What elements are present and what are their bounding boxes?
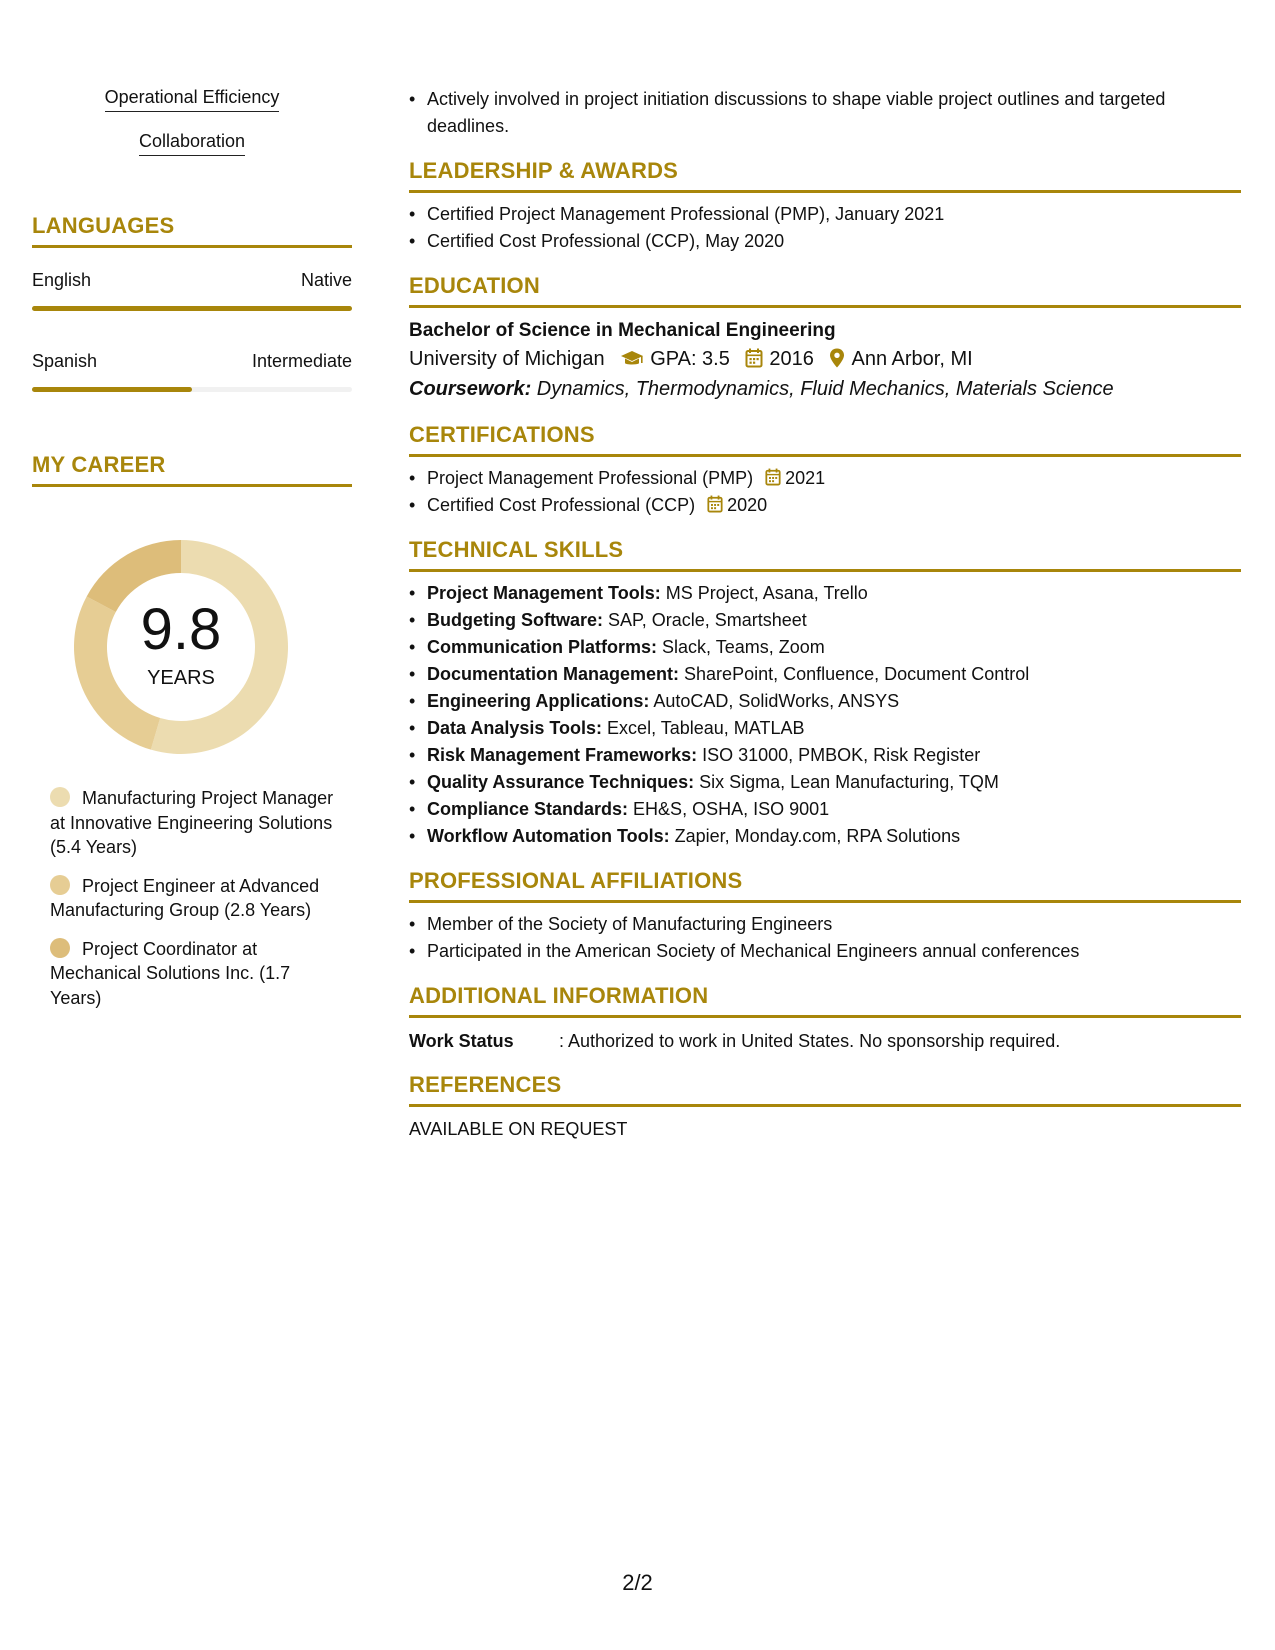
skill-label: Risk Management Frameworks: bbox=[427, 745, 698, 765]
education-coursework bbox=[409, 374, 1241, 404]
right-column bbox=[409, 78, 1241, 1140]
language-name: Spanish bbox=[32, 351, 98, 371]
legend-dot bbox=[50, 875, 70, 895]
affiliation-item: • Participated in the American Society of Mechanical Engineers annual conferences bbox=[427, 938, 1241, 965]
education-school: University of Michigan bbox=[409, 348, 605, 370]
skill-value: EH&S, OSHA, ISO 9001 bbox=[628, 799, 830, 819]
skill-item bbox=[427, 769, 1241, 796]
technical-skills-heading: TECHNICAL SKILLS bbox=[409, 537, 1241, 572]
leadership-list bbox=[409, 201, 1241, 255]
language-proficiency-bar bbox=[32, 387, 352, 392]
skill-item bbox=[427, 742, 1241, 769]
education-year: 2016 bbox=[769, 348, 814, 370]
skills-tag-list bbox=[32, 86, 352, 174]
skill-label: Project Management Tools: bbox=[427, 583, 661, 603]
skill-item bbox=[427, 796, 1241, 823]
work-status-value: : Authorized to work in United States. No sponsorship required. bbox=[559, 1031, 1061, 1051]
skill-value: AutoCAD, SolidWorks, ANSYS bbox=[649, 691, 900, 711]
career-heading: MY CAREER bbox=[32, 452, 352, 487]
skill-item bbox=[427, 661, 1241, 688]
certification-item bbox=[427, 492, 1241, 519]
location-pin-icon bbox=[829, 348, 845, 368]
calendar-icon bbox=[765, 468, 781, 486]
career-section bbox=[32, 452, 352, 1008]
affiliations-list bbox=[409, 911, 1241, 965]
education-details bbox=[409, 344, 1241, 374]
career-legend-item bbox=[50, 786, 340, 860]
skill-item bbox=[427, 634, 1241, 661]
certification-name: Certified Cost Professional (CCP) bbox=[427, 495, 696, 515]
leadership-heading: LEADERSHIP & AWARDS bbox=[409, 158, 1241, 193]
skill-value: SharePoint, Confluence, Document Control bbox=[679, 664, 1030, 684]
certification-year: 2020 bbox=[727, 495, 768, 515]
skill-value: ISO 31000, PMBOK, Risk Register bbox=[697, 745, 981, 765]
career-total-unit: YEARS bbox=[147, 667, 215, 689]
skill-value: Six Sigma, Lean Manufacturing, TQM bbox=[694, 772, 999, 792]
calendar-icon bbox=[745, 348, 763, 368]
education-location: Ann Arbor, MI bbox=[851, 348, 973, 370]
career-donut-chart bbox=[66, 532, 296, 762]
language-name: English bbox=[32, 270, 92, 290]
technical-skills-list bbox=[409, 580, 1241, 850]
affiliations-heading: PROFESSIONAL AFFILIATIONS bbox=[409, 868, 1241, 903]
additional-info-heading: ADDITIONAL INFORMATION bbox=[409, 983, 1241, 1018]
education-heading: EDUCATION bbox=[409, 273, 1241, 308]
experience-bullet: • Actively involved in project initiation discussions to shape viable project outlines and targeted deadlines. bbox=[427, 86, 1241, 140]
skill-label: Quality Assurance Techniques: bbox=[427, 772, 695, 792]
coursework-label: Coursework: bbox=[409, 378, 532, 400]
language-proficiency-fill bbox=[32, 306, 352, 311]
career-legend-item bbox=[50, 874, 340, 923]
skill-label: Engineering Applications: bbox=[427, 691, 650, 711]
experience-bullets bbox=[409, 86, 1241, 140]
skill-label: Data Analysis Tools: bbox=[427, 718, 603, 738]
language-proficiency-bar bbox=[32, 306, 352, 311]
certification-item bbox=[427, 465, 1241, 492]
career-legend-label: Project Coordinator at Mechanical Solutions Inc. (1.7 Years) bbox=[50, 938, 291, 1008]
language-item bbox=[32, 351, 352, 392]
skill-item bbox=[427, 715, 1241, 742]
language-proficiency-fill bbox=[32, 387, 192, 392]
career-legend bbox=[50, 786, 340, 1024]
skill-item bbox=[427, 823, 1241, 850]
skill-value: MS Project, Asana, Trello bbox=[660, 583, 868, 603]
skill-label: Budgeting Software: bbox=[427, 610, 603, 630]
leadership-item: • Certified Project Management Professional (PMP), January 2021 bbox=[427, 201, 1241, 228]
affiliation-item: • Member of the Society of Manufacturing Engineers bbox=[427, 911, 1241, 938]
skill-label: Compliance Standards: bbox=[427, 799, 629, 819]
skill-value: SAP, Oracle, Smartsheet bbox=[603, 610, 807, 630]
skill-tag: Operational Efficiency bbox=[105, 86, 280, 112]
skill-label: Communication Platforms: bbox=[427, 637, 658, 657]
certification-year: 2021 bbox=[785, 468, 826, 488]
language-item bbox=[32, 270, 352, 311]
graduation-cap-icon bbox=[620, 350, 644, 368]
certifications-heading: CERTIFICATIONS bbox=[409, 422, 1241, 457]
skill-item bbox=[427, 688, 1241, 715]
languages-section bbox=[32, 213, 352, 392]
languages-heading: LANGUAGES bbox=[32, 213, 352, 248]
skill-item bbox=[427, 580, 1241, 607]
language-level: Intermediate bbox=[251, 351, 352, 371]
skill-value: Excel, Tableau, MATLAB bbox=[602, 718, 805, 738]
skill-label: Documentation Management: bbox=[427, 664, 680, 684]
skill-value: Zapier, Monday.com, RPA Solutions bbox=[669, 826, 961, 846]
leadership-item: • Certified Cost Professional (CCP), May 2020 bbox=[427, 228, 1241, 255]
language-level: Native bbox=[300, 270, 352, 290]
coursework-list: Dynamics, Thermodynamics, Fluid Mechanics, Materials Science bbox=[531, 378, 1114, 400]
work-status-row bbox=[409, 1028, 1241, 1054]
calendar-icon bbox=[707, 495, 723, 513]
references-text: AVAILABLE ON REQUEST bbox=[409, 1119, 628, 1139]
career-legend-label: Manufacturing Project Manager at Innovative Engineering Solutions (5.4 Years) bbox=[50, 788, 334, 857]
skill-label: Workflow Automation Tools: bbox=[427, 826, 670, 846]
certification-name: Project Management Professional (PMP) bbox=[427, 468, 754, 488]
skill-tag: Collaboration bbox=[139, 130, 245, 156]
career-total-years: 9.8 bbox=[140, 597, 222, 662]
education-gpa: GPA: 3.5 bbox=[650, 348, 730, 370]
work-status-label: Work Status bbox=[409, 1031, 514, 1051]
skill-item bbox=[427, 607, 1241, 634]
career-legend-label: Project Engineer at Advanced Manufacturing Group (2.8 Years) bbox=[50, 875, 320, 920]
career-legend-item bbox=[50, 937, 340, 1011]
education-degree: Bachelor of Science in Mechanical Engineering bbox=[409, 320, 836, 341]
legend-dot bbox=[50, 938, 70, 958]
skill-value: Slack, Teams, Zoom bbox=[657, 637, 825, 657]
references-heading: REFERENCES bbox=[409, 1072, 1241, 1107]
legend-dot bbox=[50, 787, 70, 807]
page-number: 2/2 bbox=[622, 1570, 653, 1595]
certifications-list bbox=[409, 465, 1241, 519]
